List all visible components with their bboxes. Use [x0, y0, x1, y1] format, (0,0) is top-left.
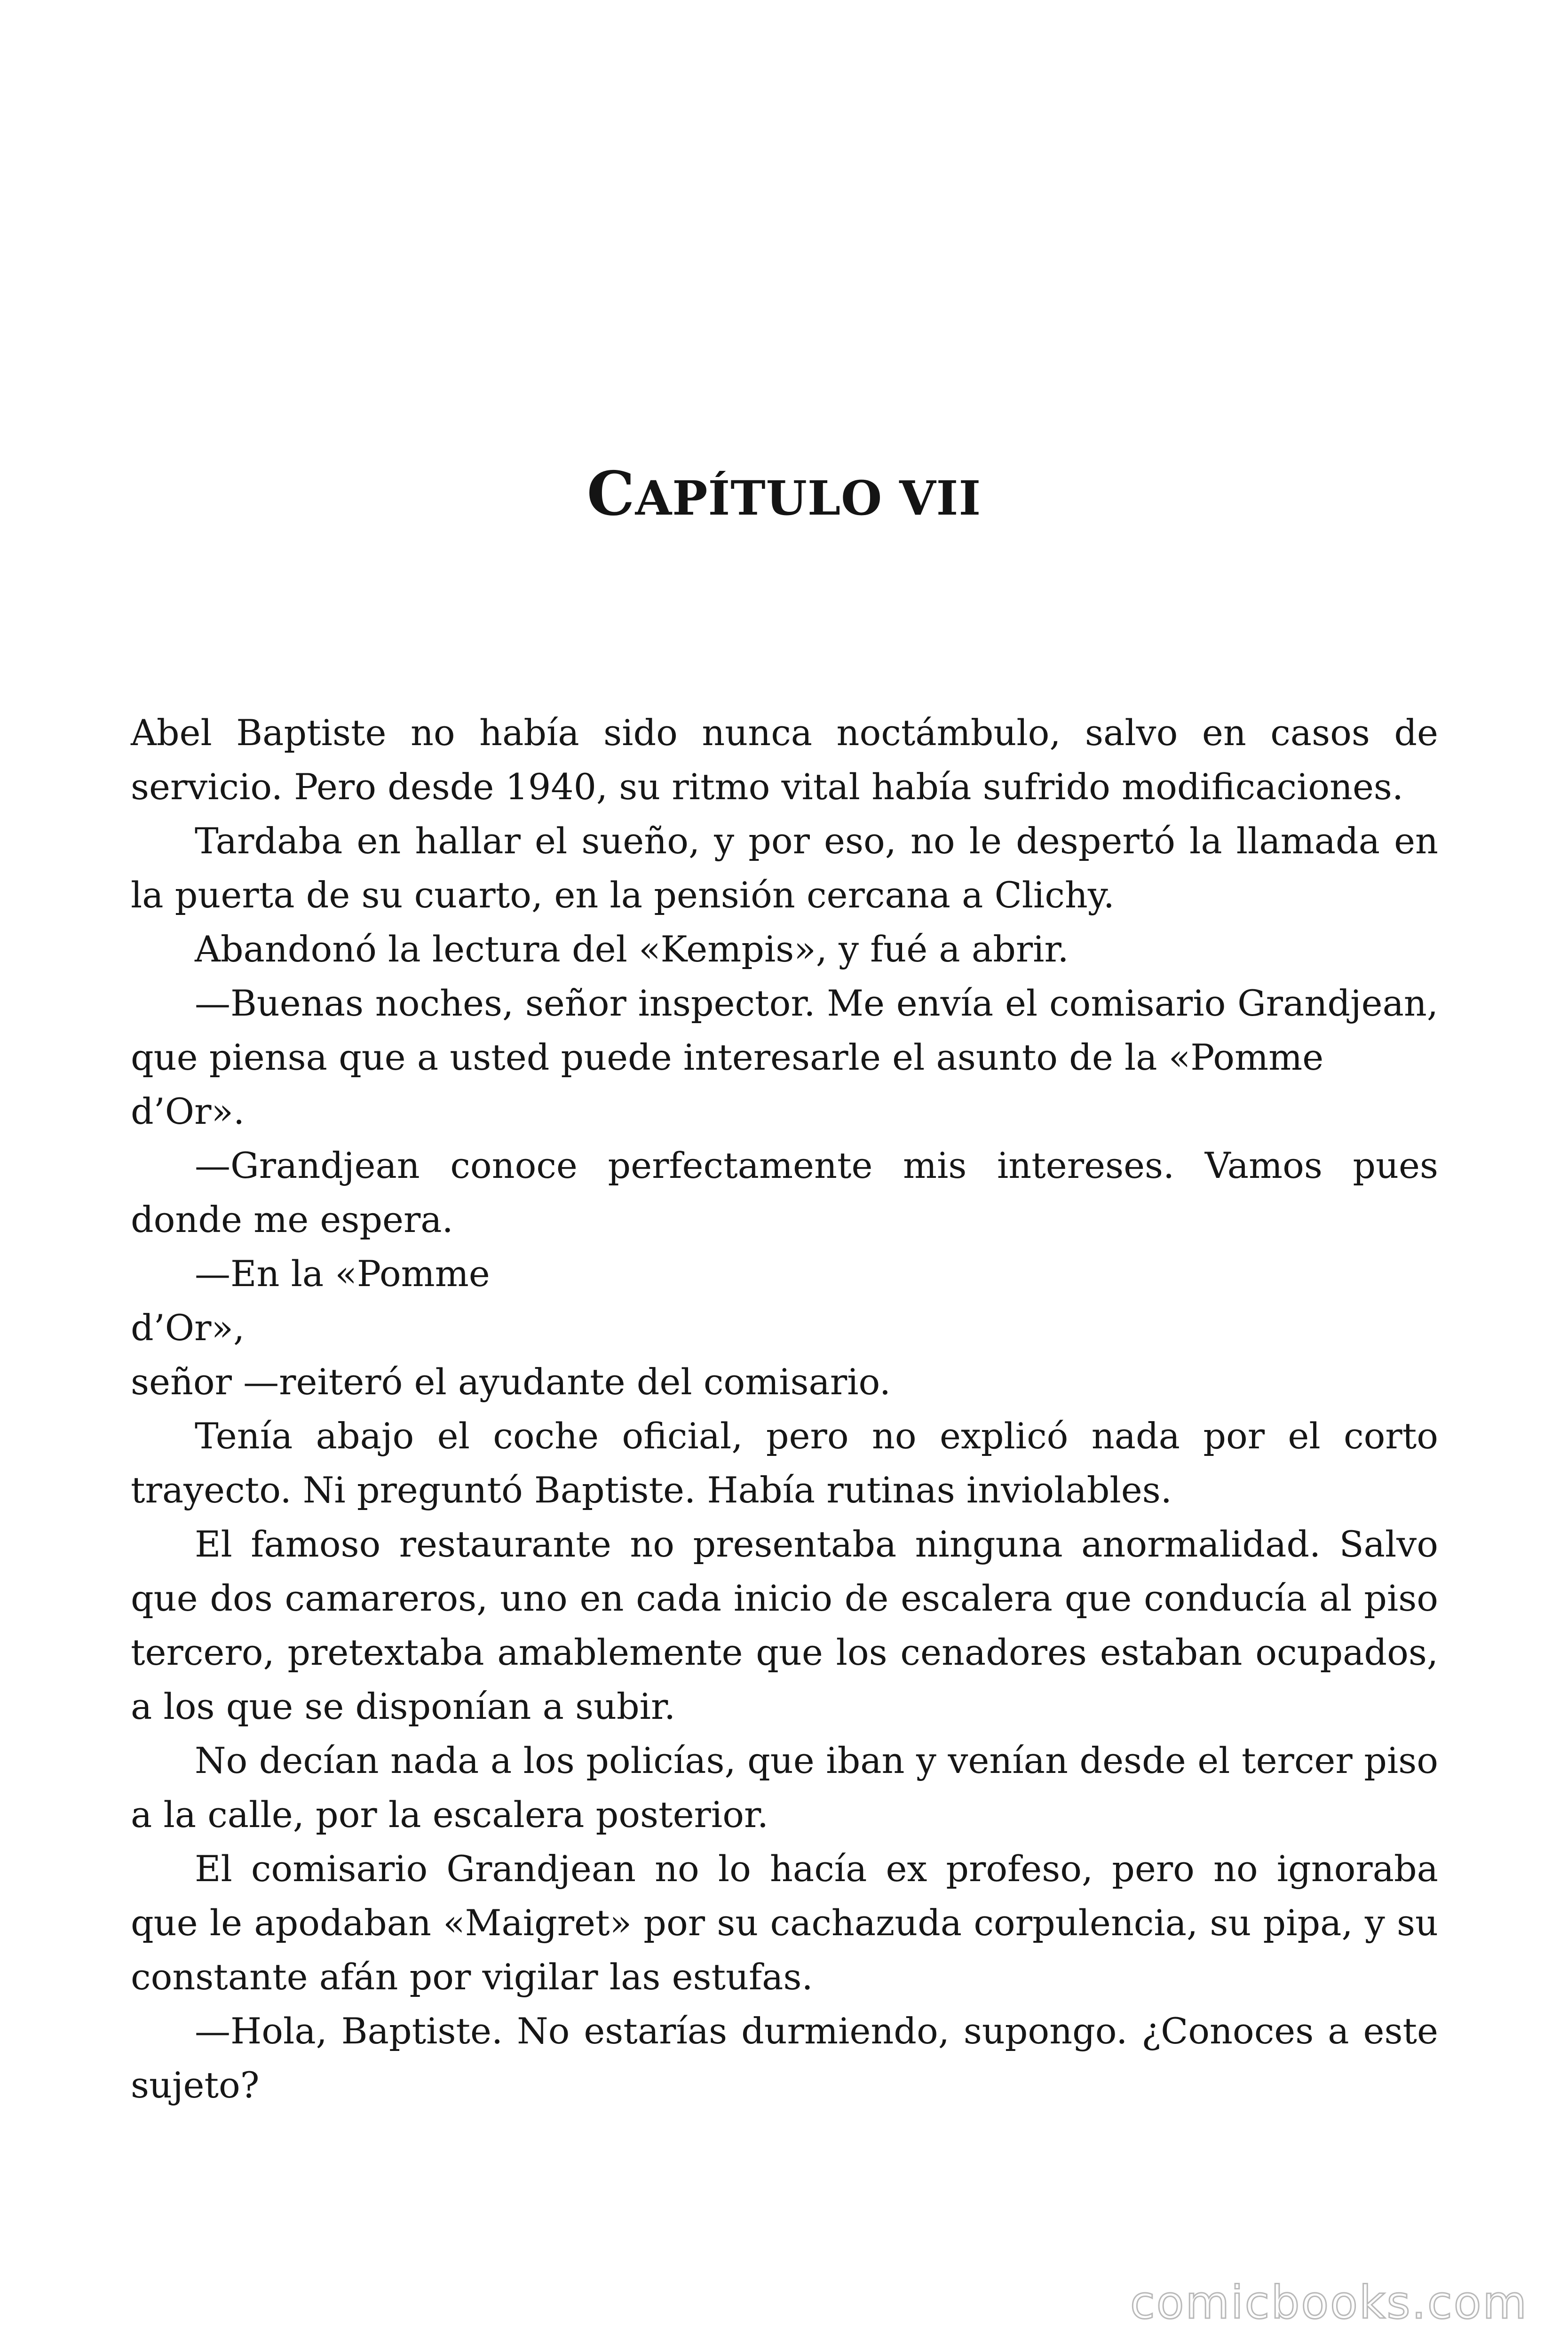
- chapter-title-rest: APÍTULO VII: [635, 470, 982, 526]
- paragraph: d’Or».: [131, 1090, 245, 1132]
- chapter-title: [0, 459, 1568, 533]
- paragraph: Tardaba en hallar el sueño, y por eso, no le despertó la llamada en la puerta de su cuarto, en la pensión cercana a Clichy.: [131, 820, 1438, 916]
- paragraph: —Grandjean conoce perfectamente mis intereses. Vamos pues donde me espera.: [131, 1144, 1438, 1240]
- paragraph: Abandonó la lectura del «Kempis», y fué a abrir.: [195, 928, 1069, 970]
- paragraph: d’Or»,: [131, 1307, 245, 1349]
- paragraph: El comisario Grandjean no lo hacía ex profeso, pero no ignoraba que le apodaban «Maigret» por su cachazuda corpulencia, su pipa, y su constante afán por vigilar las estufas.: [131, 1848, 1438, 1998]
- chapter-title-initial: C: [586, 459, 635, 529]
- body-text: [131, 706, 1438, 2112]
- paragraph: El famoso restaurante no presentaba ninguna anormalidad. Salvo que dos camareros, uno en cada inicio de escalera que conducía al piso tercero, pretextaba amablemente que los cenadores estaban ocupados, a los que se disponían a subir.: [131, 1523, 1438, 1727]
- paragraph: señor —reiteró el ayudante del comisario.: [131, 1361, 891, 1403]
- paragraph: —Buenas noches, señor inspector. Me envía el comisario Grandjean, que piensa que a usted puede interesarle el asunto de la «Pomme: [131, 982, 1438, 1078]
- paragraph: Tenía abajo el coche oficial, pero no explicó nada por el corto trayecto. Ni preguntó Baptiste. Había rutinas inviolables.: [131, 1415, 1438, 1511]
- paragraph: Abel Baptiste no había sido nunca noctámbulo, salvo en casos de servicio. Pero desde 1940, su ritmo vital había sufrido modificaciones.: [131, 712, 1438, 808]
- paragraph: No decían nada a los policías, que iban y venían desde el tercer piso a la calle, por la escalera posterior.: [131, 1740, 1438, 1836]
- watermark-logo: comicbooks.com: [1130, 2276, 1528, 2329]
- paragraph: —Hola, Baptiste. No estarías durmiendo, supongo. ¿Conoces a este sujeto?: [131, 2010, 1438, 2106]
- paragraph: —En la «Pomme: [195, 1253, 490, 1295]
